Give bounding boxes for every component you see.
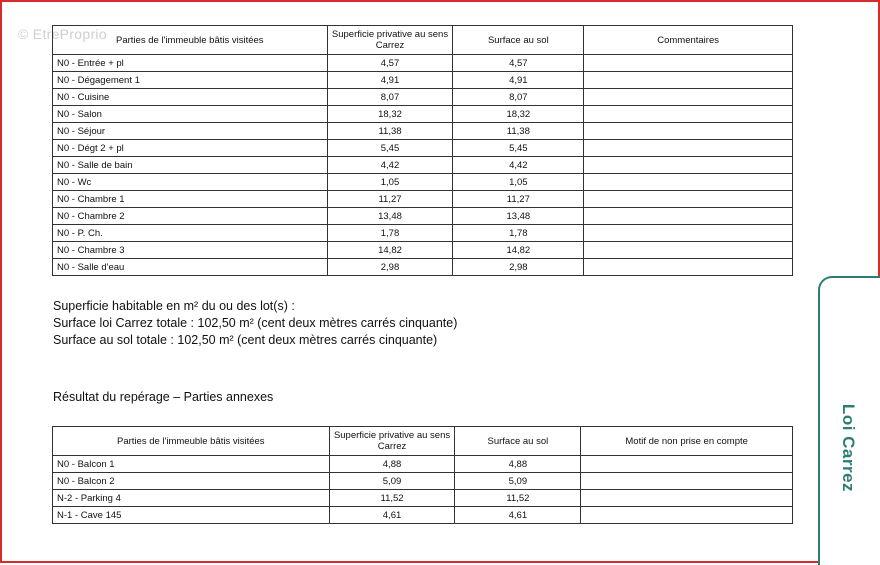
cell-carrez: 11,27	[327, 191, 453, 208]
table-row	[53, 140, 793, 157]
col-header-parties: Parties de l'immeuble bâtis visitées	[53, 26, 328, 55]
cell-partie: N0 - Dégagement 1	[53, 72, 328, 89]
cell-partie: N0 - Balcon 2	[53, 473, 330, 490]
cell-comment	[581, 507, 793, 524]
cell-partie: N-1 - Cave 145	[53, 507, 330, 524]
cell-comment	[584, 123, 793, 140]
cell-partie: N0 - Séjour	[53, 123, 328, 140]
cell-sol: 4,88	[455, 456, 581, 473]
cell-comment	[584, 89, 793, 106]
cell-comment	[584, 140, 793, 157]
summary-heading: Superficie habitable en m² du ou des lot(s) :	[53, 299, 295, 313]
cell-partie: N0 - Salle de bain	[53, 157, 328, 174]
summary-sol: Surface au sol totale : 102,50 m² (cent deux mètres carrés cinquante)	[53, 333, 438, 347]
table-row	[53, 456, 793, 473]
cell-sol: 8,07	[453, 89, 584, 106]
cell-partie: N0 - Entrée + pl	[53, 55, 328, 72]
cell-sol: 11,38	[453, 123, 584, 140]
cell-sol: 18,32	[453, 106, 584, 123]
cell-comment	[584, 259, 793, 276]
table-row	[53, 242, 793, 259]
cell-comment	[584, 242, 793, 259]
cell-carrez: 4,88	[329, 456, 455, 473]
cell-carrez: 5,45	[327, 140, 453, 157]
table-row	[53, 473, 793, 490]
table-parties-visitees	[52, 25, 793, 276]
cell-partie: N0 - Wc	[53, 174, 328, 191]
cell-comment	[581, 490, 793, 507]
cell-comment	[584, 157, 793, 174]
cell-carrez: 13,48	[327, 208, 453, 225]
col-header-sol: Surface au sol	[453, 26, 584, 55]
cell-sol: 4,42	[453, 157, 584, 174]
cell-comment	[584, 72, 793, 89]
cell-comment	[584, 208, 793, 225]
table-header-row	[53, 26, 793, 55]
table-row	[53, 55, 793, 72]
table-row	[53, 106, 793, 123]
col-header-carrez: Superficie privative au sens Carrez	[329, 427, 455, 456]
cell-sol: 2,98	[453, 259, 584, 276]
cell-sol: 13,48	[453, 208, 584, 225]
cell-carrez: 11,52	[329, 490, 455, 507]
col-header-motif: Motif de non prise en compte	[581, 427, 793, 456]
table-row	[53, 157, 793, 174]
cell-partie: N0 - P. Ch.	[53, 225, 328, 242]
cell-sol: 1,78	[453, 225, 584, 242]
cell-sol: 5,09	[455, 473, 581, 490]
cell-partie: N0 - Balcon 1	[53, 456, 330, 473]
cell-sol: 5,45	[453, 140, 584, 157]
cell-sol: 4,61	[455, 507, 581, 524]
summary-carrez: Surface loi Carrez totale : 102,50 m² (cent deux mètres carrés cinquante)	[53, 316, 458, 330]
side-tab-label: Loi Carrez	[839, 403, 858, 493]
cell-sol: 4,57	[453, 55, 584, 72]
table-row	[53, 89, 793, 106]
cell-carrez: 1,05	[327, 174, 453, 191]
cell-carrez: 18,32	[327, 106, 453, 123]
cell-carrez: 5,09	[329, 473, 455, 490]
table-row	[53, 191, 793, 208]
table-row	[53, 174, 793, 191]
watermark: © EtreProprio	[18, 26, 107, 42]
cell-carrez: 11,38	[327, 123, 453, 140]
table-row	[53, 507, 793, 524]
cell-partie: N0 - Chambre 2	[53, 208, 328, 225]
col-header-sol: Surface au sol	[455, 427, 581, 456]
cell-comment	[584, 55, 793, 72]
cell-carrez: 4,91	[327, 72, 453, 89]
cell-sol: 14,82	[453, 242, 584, 259]
cell-carrez: 2,98	[327, 259, 453, 276]
table-row	[53, 123, 793, 140]
cell-partie: N-2 - Parking 4	[53, 490, 330, 507]
cell-partie: N0 - Dégt 2 + pl	[53, 140, 328, 157]
cell-carrez: 4,42	[327, 157, 453, 174]
cell-comment	[581, 456, 793, 473]
cell-partie: N0 - Chambre 1	[53, 191, 328, 208]
col-header-parties: Parties de l'immeuble bâtis visitées	[53, 427, 330, 456]
table-header-row	[53, 427, 793, 456]
cell-sol: 11,27	[453, 191, 584, 208]
col-header-carrez: Superficie privative au sens Carrez	[327, 26, 453, 55]
surface-summary	[53, 298, 457, 349]
cell-partie: N0 - Cuisine	[53, 89, 328, 106]
cell-comment	[584, 225, 793, 242]
cell-comment	[584, 174, 793, 191]
cell-carrez: 14,82	[327, 242, 453, 259]
cell-comment	[584, 191, 793, 208]
table-row	[53, 208, 793, 225]
table-parties-annexes	[52, 426, 793, 524]
cell-carrez: 4,57	[327, 55, 453, 72]
cell-carrez: 8,07	[327, 89, 453, 106]
cell-sol: 11,52	[455, 490, 581, 507]
cell-comment	[584, 106, 793, 123]
table-row	[53, 259, 793, 276]
cell-sol: 1,05	[453, 174, 584, 191]
col-header-commentaires: Commentaires	[584, 26, 793, 55]
cell-comment	[581, 473, 793, 490]
cell-sol: 4,91	[453, 72, 584, 89]
cell-partie: N0 - Salle d'eau	[53, 259, 328, 276]
table-row	[53, 72, 793, 89]
table-row	[53, 225, 793, 242]
cell-partie: N0 - Salon	[53, 106, 328, 123]
cell-carrez: 1,78	[327, 225, 453, 242]
cell-partie: N0 - Chambre 3	[53, 242, 328, 259]
table-row	[53, 490, 793, 507]
cell-carrez: 4,61	[329, 507, 455, 524]
annexes-heading: Résultat du repérage – Parties annexes	[53, 390, 274, 404]
